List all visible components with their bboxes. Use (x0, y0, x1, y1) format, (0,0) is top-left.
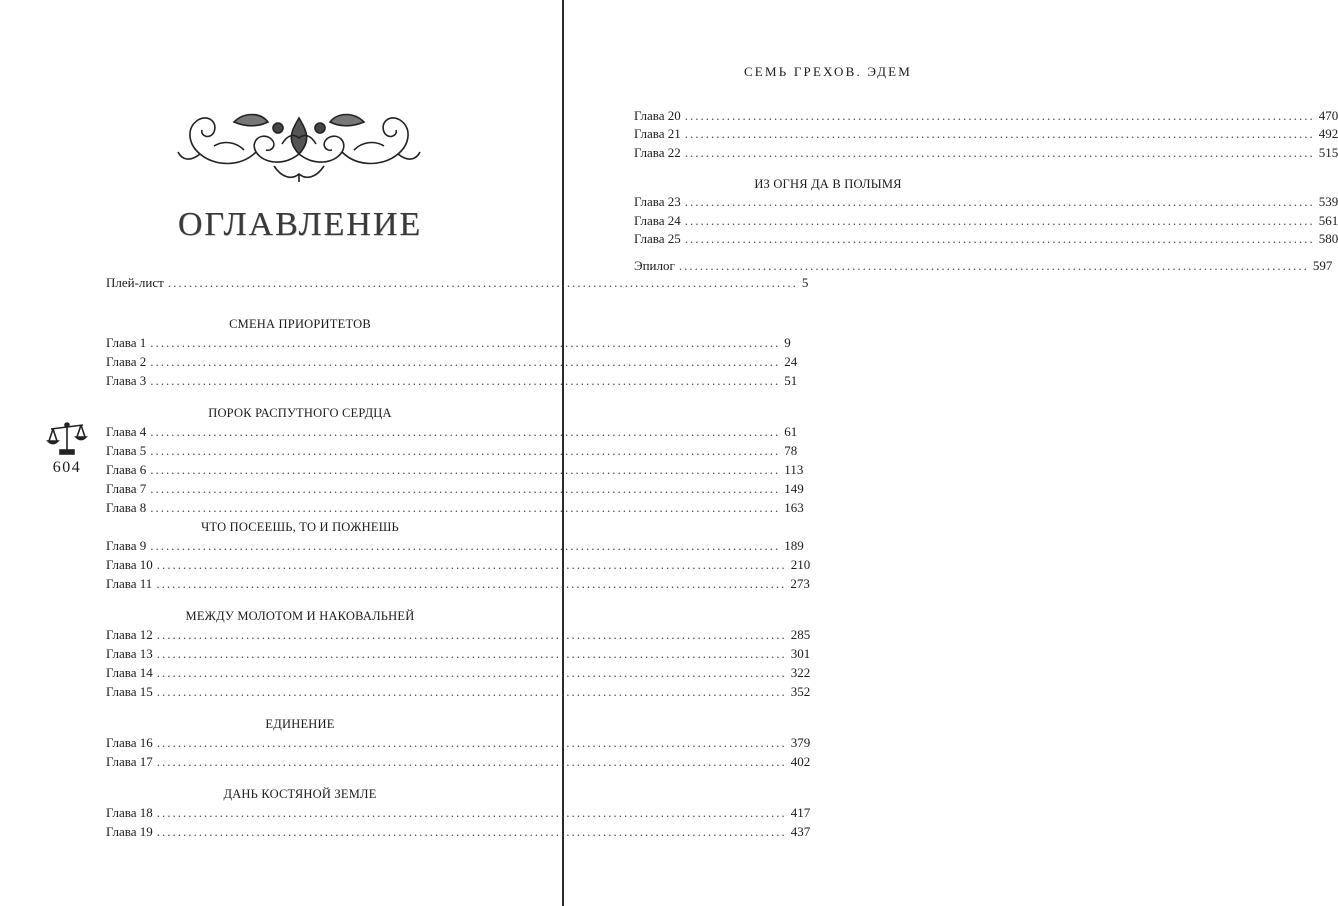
running-head: СЕМЬ ГРЕХОВ. ЭДЕМ (743, 64, 913, 79)
dot-leader: ........................................................................................................................ (150, 354, 781, 369)
entry-label: Глава 4 (106, 424, 147, 439)
entry-label: Эпилог (634, 258, 675, 273)
dot-leader: ........................................................................................................................ (156, 627, 787, 642)
entry-page: 417 (790, 805, 811, 820)
toc-entry (634, 125, 1338, 143)
entry-page: 515 (1318, 145, 1338, 160)
section-heading: ПОРОК РАСПУТНОГО СЕРДЦА (208, 406, 392, 420)
dot-leader: ........................................................................................................................ (684, 126, 1315, 141)
toc-entry (106, 499, 804, 517)
entry-page: 9 (784, 335, 791, 350)
dot-leader: ........................................................................................................................ (156, 576, 787, 591)
entry-label: Глава 9 (106, 538, 147, 553)
section-heading: ЕДИНЕНИЕ (265, 717, 335, 731)
entry-page: 51 (784, 373, 798, 388)
toc-entry (634, 257, 1333, 275)
toc-entry (634, 230, 1338, 248)
dot-leader: ........................................................................................................................ (150, 481, 781, 496)
entry-page: 539 (1318, 194, 1338, 209)
toc-title: ОГЛАВЛЕНИЕ (177, 206, 423, 243)
scales-icon (47, 420, 87, 456)
dot-leader: ........................................................................................................................ (150, 538, 781, 553)
entry-page: 597 (1312, 258, 1333, 273)
entry-label: Глава 1 (106, 335, 147, 350)
baroque-scroll-ornament-icon (174, 104, 424, 184)
dot-leader: ........................................................................................................................ (156, 665, 787, 680)
toc-entry (106, 480, 804, 498)
entry-label: Глава 3 (106, 373, 147, 388)
toc-entry (106, 537, 804, 555)
entry-page: 5 (801, 275, 809, 290)
section-heading: ЧТО ПОСЕЕШЬ, ТО И ПОЖНЕШЬ (201, 520, 399, 534)
dot-leader: ........................................................................................................................ (156, 557, 787, 572)
entry-label: Глава 23 (634, 194, 681, 209)
dot-leader: ........................................................................................................................ (684, 108, 1315, 123)
entry-label: Глава 17 (106, 754, 153, 769)
entry-page: 301 (790, 646, 811, 661)
entry-page: 379 (790, 735, 811, 750)
dot-leader: ........................................................................................................................ (684, 194, 1315, 209)
entry-label: Глава 5 (106, 443, 147, 458)
entry-label: Глава 16 (106, 735, 153, 750)
entry-page: 470 (1318, 108, 1338, 123)
entry-page: 322 (790, 665, 811, 680)
entry-label: Глава 13 (106, 646, 153, 661)
entry-label: Глава 10 (106, 557, 153, 572)
entry-label: Глава 11 (106, 576, 153, 591)
dot-leader: ........................................................................................................................ (156, 646, 787, 661)
entry-page: 580 (1318, 231, 1338, 246)
dot-leader: ........................................................................................................................ (156, 805, 787, 820)
entry-page: 402 (790, 754, 811, 769)
toc-entry (634, 107, 1338, 125)
toc-entry (106, 556, 811, 574)
entry-page: 285 (790, 627, 811, 642)
section-heading: МЕЖДУ МОЛОТОМ И НАКОВАЛЬНЕЙ (185, 609, 415, 623)
toc-entry (634, 144, 1338, 162)
dot-leader: ........................................................................................................................ (678, 258, 1309, 273)
toc-entry (106, 461, 804, 479)
dot-leader: ........................................................................................................................ (150, 462, 781, 477)
entry-page: 113 (784, 462, 804, 477)
dot-leader: ........................................................................................................................ (156, 735, 787, 750)
entry-label: Глава 24 (634, 213, 681, 228)
entry-page: 78 (784, 443, 798, 458)
toc-entry (106, 626, 811, 644)
dot-leader: ........................................................................................................................ (150, 373, 781, 388)
entry-page: 352 (790, 684, 811, 699)
toc-entry (106, 804, 811, 822)
toc-entry (106, 372, 798, 390)
entry-page: 61 (784, 424, 798, 439)
dot-leader: ........................................................................................................................ (684, 145, 1315, 160)
dot-leader: ........................................................................................................................ (684, 231, 1315, 246)
entry-page: 492 (1318, 126, 1338, 141)
toc-entry (634, 193, 1338, 211)
entry-label: Глава 21 (634, 126, 681, 141)
entry-label: Глава 14 (106, 665, 153, 680)
toc-entry (106, 334, 791, 352)
entry-page: 24 (784, 354, 798, 369)
dot-leader: ........................................................................................................................ (156, 754, 787, 769)
dot-leader: ........................................................................................................................ (167, 275, 798, 290)
toc-entry (106, 575, 810, 593)
toc-entry (106, 753, 811, 771)
entry-label: Глава 25 (634, 231, 681, 246)
dot-leader: ........................................................................................................................ (150, 424, 781, 439)
entry-page: 149 (784, 481, 804, 496)
dot-leader: ........................................................................................................................ (156, 684, 787, 699)
toc-entry (106, 683, 811, 701)
entry-page: 210 (790, 557, 811, 572)
section-heading: ИЗ ОГНЯ ДА В ПОЛЫМЯ (754, 177, 902, 191)
toc-entry (106, 423, 798, 441)
toc-entry (106, 274, 809, 292)
entry-page: 561 (1318, 213, 1338, 228)
toc-entry (106, 664, 811, 682)
dot-leader: ........................................................................................................................ (150, 443, 781, 458)
section-heading: СМЕНА ПРИОРИТЕТОВ (229, 317, 371, 331)
entry-label: Глава 6 (106, 462, 147, 477)
entry-label: Глава 20 (634, 108, 681, 123)
section-heading: ДАНЬ КОСТЯНОЙ ЗЕМЛЕ (223, 787, 377, 801)
dot-leader: ........................................................................................................................ (684, 213, 1315, 228)
toc-entry (106, 823, 811, 841)
entry-page: 189 (784, 538, 804, 553)
dot-leader: ........................................................................................................................ (150, 500, 781, 515)
entry-page: 437 (790, 824, 811, 839)
entry-label: Глава 22 (634, 145, 681, 160)
entry-label: Глава 8 (106, 500, 147, 515)
page-number: 604 (52, 459, 82, 476)
toc-entry (634, 212, 1338, 230)
entry-page: 163 (784, 500, 804, 515)
folio (40, 420, 94, 477)
toc-entry (106, 442, 798, 460)
entry-label: Плей-лист (106, 275, 164, 290)
entry-label: Глава 18 (106, 805, 153, 820)
entry-label: Глава 2 (106, 354, 147, 369)
dot-leader: ........................................................................................................................ (150, 335, 781, 350)
entry-page: 273 (790, 576, 810, 591)
toc-entry (106, 353, 798, 371)
entry-label: Глава 19 (106, 824, 153, 839)
entry-label: Глава 15 (106, 684, 153, 699)
toc-entry (106, 734, 811, 752)
entry-label: Глава 7 (106, 481, 147, 496)
entry-label: Глава 12 (106, 627, 153, 642)
dot-leader: ........................................................................................................................ (156, 824, 787, 839)
toc-entry (106, 645, 811, 663)
